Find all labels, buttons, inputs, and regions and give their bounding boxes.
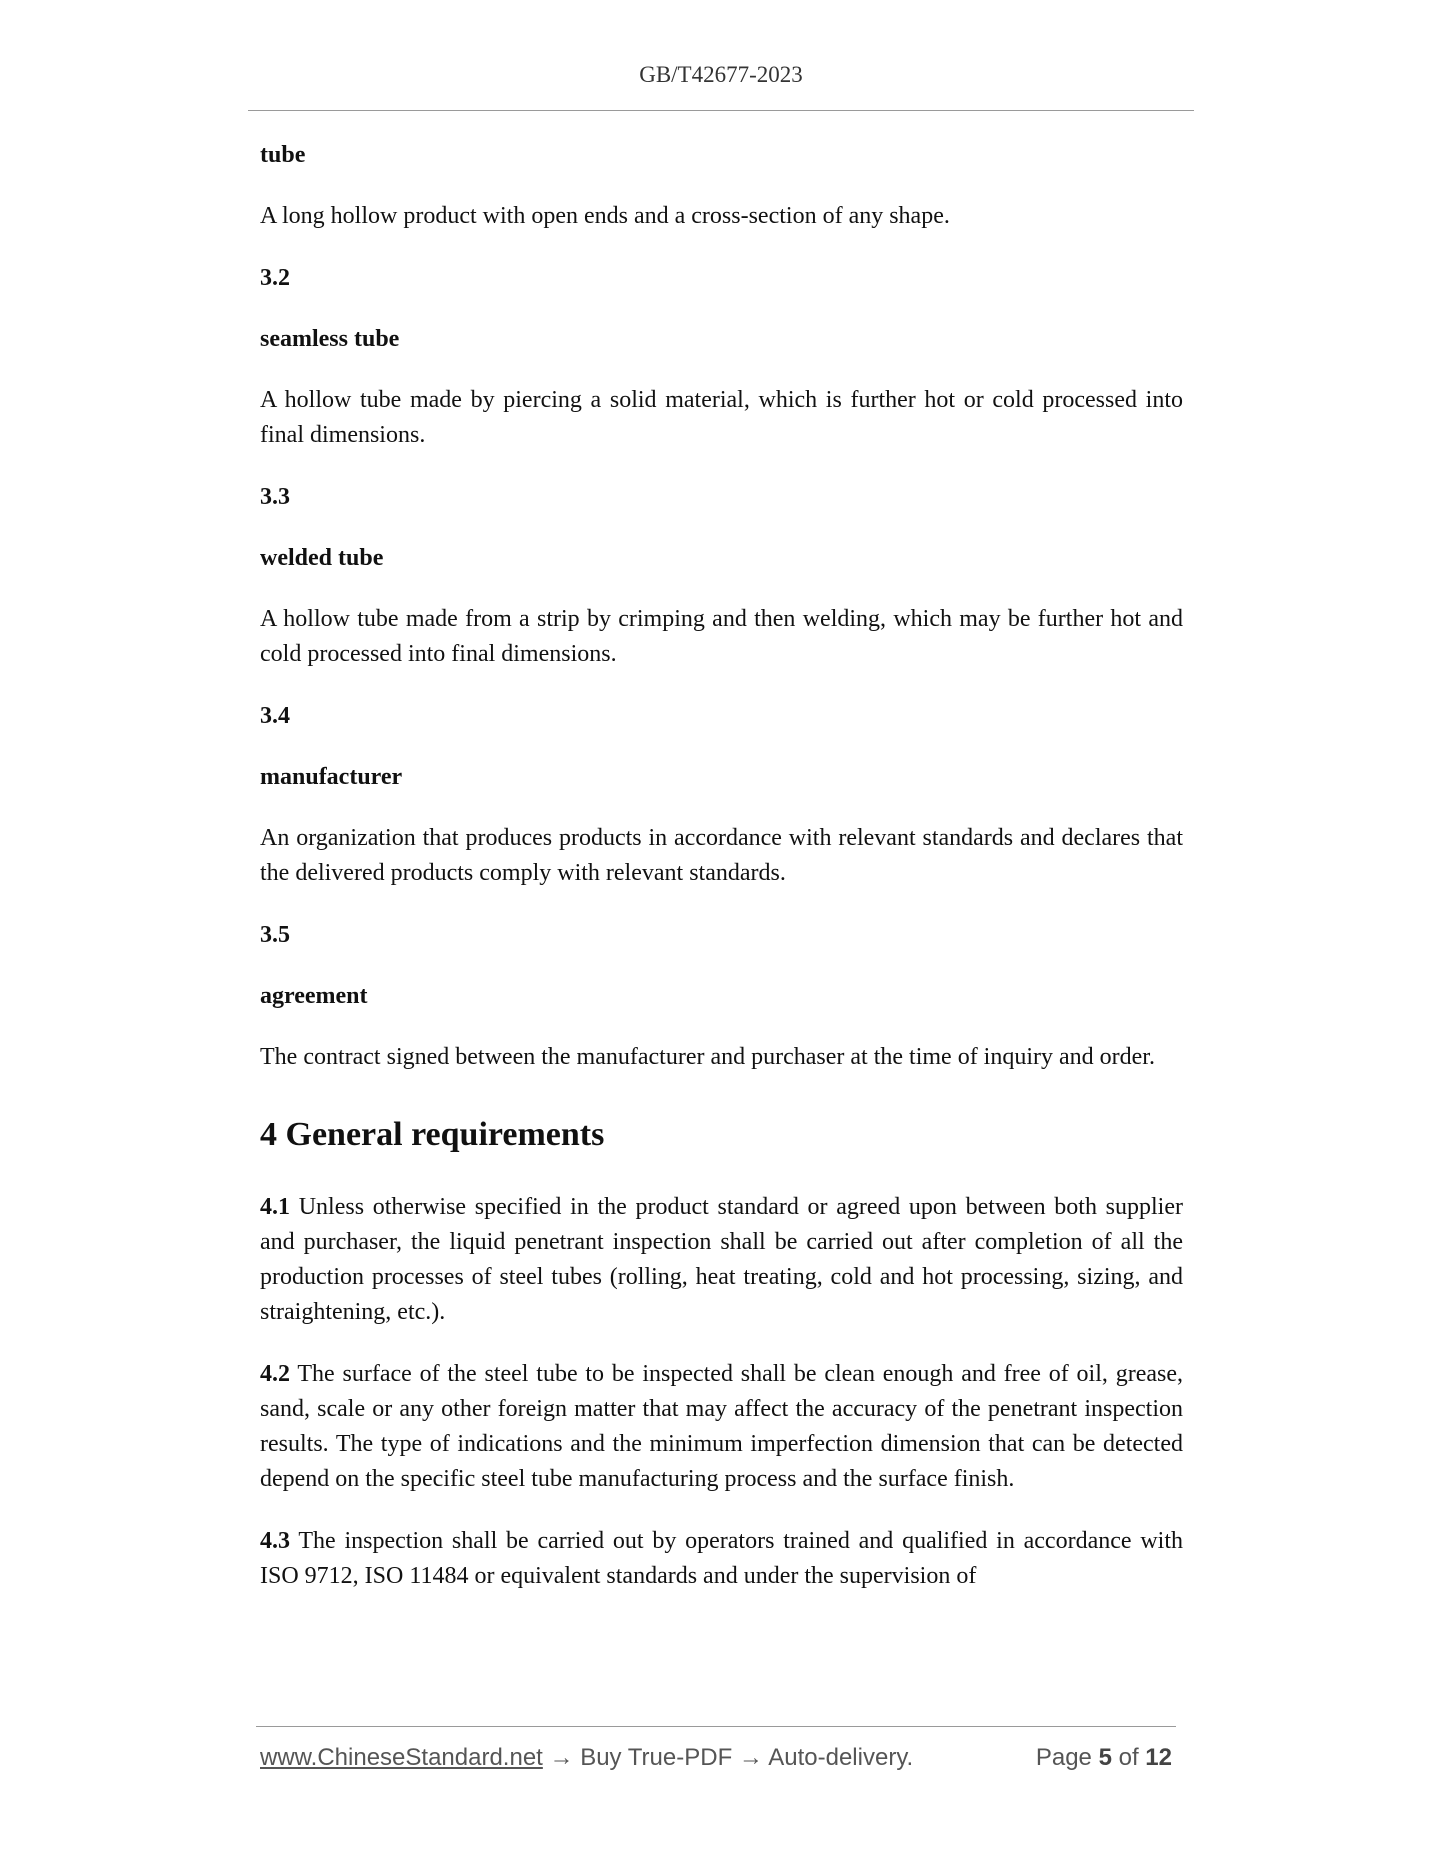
term-entry: [260, 480, 1183, 672]
clause-text: Unless otherwise specified in the product standard or agreed upon between both supplier and purchaser, the liquid penetrant inspection shall be carried out after completion of all the production processes of steel tubes (rolling, heat treating, cold and hot processing, sizing, and straightening, etc.).: [260, 1194, 1183, 1325]
term-number: 3.5: [260, 922, 290, 948]
clause-4-3: [260, 1524, 1183, 1594]
section-heading: 4 General requirements: [260, 1116, 605, 1153]
of-label: of: [1118, 1744, 1139, 1771]
footer-promo: [260, 1744, 913, 1772]
term-name: welded tube: [260, 545, 384, 571]
page-label: Page: [1035, 1744, 1092, 1771]
page-number: [1036, 1744, 1172, 1772]
page-total: 12: [1145, 1744, 1172, 1771]
term-definition: An organization that produces products in accordance with relevant standards and declares that the delivered products comply with relevant standards.: [260, 825, 1183, 886]
clause-number: 4.1: [260, 1194, 290, 1220]
footer-divider: [256, 1726, 1176, 1727]
arrow-right-icon: →: [738, 1744, 763, 1771]
term-entry: [260, 918, 1183, 1075]
page-current: 5: [1098, 1744, 1112, 1771]
clause-text: The surface of the steel tube to be inspected shall be clean enough and free of oil, grease, sand, scale or any other foreign matter that may affect the accuracy of the penetrant inspection results. The type of indications and the minimum imperfection dimension that can be detected depend on the specific steel tube manufacturing process and the surface finish.: [260, 1361, 1183, 1492]
clause-text: The inspection shall be carried out by operators trained and qualified in accordance with ISO 9712, ISO 11484 or equivalent standards and under the supervision of: [260, 1528, 1183, 1589]
auto-delivery-text: Auto-delivery.: [768, 1744, 914, 1771]
term-number: 3.2: [260, 265, 290, 291]
clause-4-1: [260, 1190, 1183, 1330]
term-entry: [260, 138, 1183, 234]
term-definition: A long hollow product with open ends and a cross-section of any shape.: [260, 203, 950, 229]
term-number: 3.4: [260, 703, 290, 729]
term-number: 3.3: [260, 484, 290, 510]
term-name: tube: [260, 142, 306, 168]
header-divider: [248, 110, 1194, 111]
term-entry: [260, 699, 1183, 891]
clause-number: 4.3: [260, 1528, 290, 1554]
arrow-right-icon: →: [549, 1744, 574, 1771]
term-name: manufacturer: [260, 764, 403, 790]
term-definition: The contract signed between the manufacturer and purchaser at the time of inquiry and order.: [260, 1044, 1155, 1070]
clause-4-2: [260, 1357, 1183, 1497]
buy-pdf-text: Buy True-PDF: [580, 1744, 733, 1771]
term-name: agreement: [260, 983, 368, 1009]
term-name: seamless tube: [260, 326, 400, 352]
site-link[interactable]: www.ChineseStandard.net: [260, 1744, 543, 1771]
term-entry: [260, 261, 1183, 453]
term-definition: A hollow tube made from a strip by crimping and then welding, which may be further hot and cold processed into final dimensions.: [260, 606, 1183, 667]
document-id-header: GB/T42677-2023: [639, 62, 803, 87]
clause-number: 4.2: [260, 1361, 290, 1387]
term-definition: A hollow tube made by piercing a solid material, which is further hot or cold processed into final dimensions.: [260, 387, 1183, 448]
document-body: [260, 138, 1183, 1621]
